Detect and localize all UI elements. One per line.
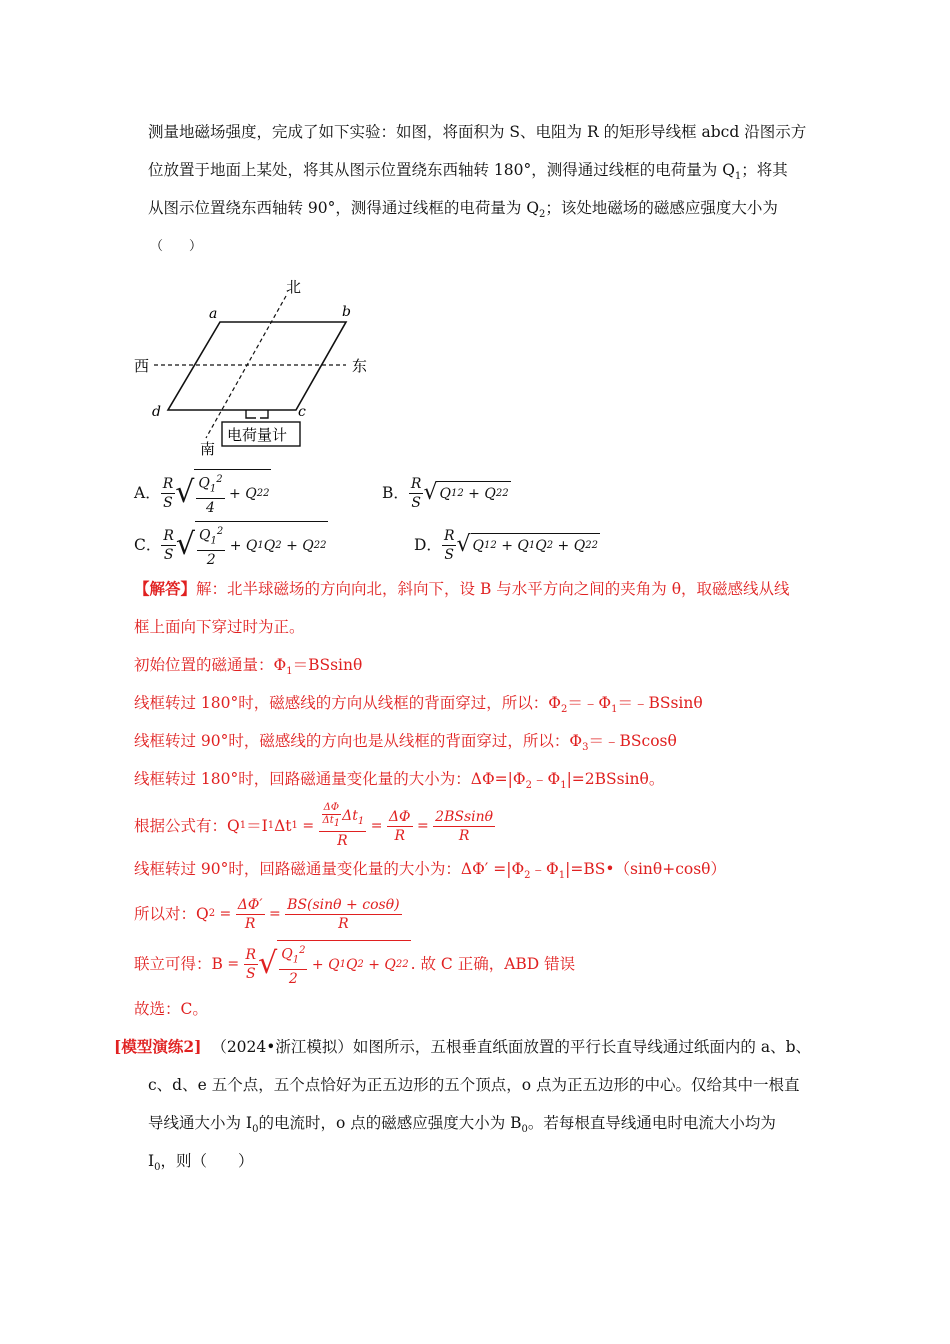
formula-q2-fraction-1: $\frac{\Delta\Phi'}{R}$ — [237, 896, 263, 932]
answer-text: 线框转过 180°时，磁感线的方向从线框的背面穿过，所以：Φ — [134, 694, 561, 712]
label-d: d — [152, 404, 161, 420]
answer-text: 所以对：Q — [134, 905, 209, 923]
answer-text: ＝﹣BScosθ — [588, 732, 677, 750]
wire-frame-figure — [128, 272, 388, 462]
formula-q1-fraction-2: $\frac{\Delta\Phi}{R}$ — [388, 808, 411, 844]
answer-text: ＝﹣BSsinθ — [617, 694, 703, 712]
answer-text: ﹣Φ — [531, 770, 561, 788]
answer-line-3 — [134, 654, 362, 683]
answer-line-4 — [134, 692, 703, 721]
q1-sub: 2 — [539, 209, 546, 221]
answer-sub: 3 — [582, 742, 589, 754]
answer-line-2: 框上面向下穿过时为正。 — [134, 618, 305, 636]
formula-q1-fraction-1: $\frac{\Delta\Phi}{\Delta t_1}$ $\Delta t_1$ R — [319, 802, 367, 850]
answer-sub: 1 — [558, 870, 566, 882]
answer-text: ＝BSsinθ — [292, 656, 363, 674]
formula-q1-fraction-3: $\frac{2BSsin\theta}{R}$ — [435, 808, 494, 844]
option-a[interactable] — [134, 470, 271, 516]
option-d[interactable] — [414, 522, 600, 568]
answer-text: 根据公式有：Q — [134, 817, 240, 835]
q2-sub: 0 — [521, 1124, 528, 1136]
answer-text: 初始位置的磁通量：Φ — [134, 656, 287, 674]
answer-sub: 1 — [611, 704, 618, 716]
answer-text: ＝﹣Φ — [567, 694, 612, 712]
option-b-sqrt: √ Q 1 2 + Q 2 2 — [423, 480, 509, 505]
q2-tag: [模型演练2] — [114, 1037, 202, 1056]
answer-tag: 【解答】 — [134, 579, 197, 598]
answer-line-7: 根据公式有：Q 1 ＝I 1 Δt 1 = $\frac{\Delta\Phi}{\Delta t_1}$ $\Delta t_1$ R = $\frac{\Delta\Phi}{R}$ = $\frac{2BSsin\theta}{R}$ — [134, 802, 494, 849]
formula-b-fraction: $\frac{R}{S}$ — [245, 946, 257, 982]
option-d-label: D． — [414, 536, 442, 554]
charge-meter-label: 电荷量计 — [227, 426, 288, 444]
answer-sub: 2 — [524, 870, 531, 882]
option-d-sqrt: √ Q 1 2 + Q 1 Q 2 + Q 2 2 — [456, 532, 598, 557]
answer-text: 联立可得：B — [134, 955, 223, 973]
answer-line-5 — [134, 730, 677, 759]
option-c[interactable] — [134, 522, 328, 568]
q2-text: 导线通大小为 I — [148, 1114, 253, 1132]
meter-lead-right — [260, 410, 268, 418]
q2-text: ，则（ ） — [160, 1152, 254, 1170]
q2-text: I — [148, 1152, 155, 1170]
frame-abcd — [168, 322, 346, 410]
answer-text: 解：北半球磁场的方向向北，斜向下，设 B 与水平方向之间的夹角为 θ，取磁感线从线 — [196, 580, 790, 598]
label-c: c — [298, 404, 306, 420]
label-west: 西 — [134, 357, 150, 375]
label-north: 北 — [286, 278, 302, 296]
answer-text: 线框转过 180°时，回路磁通量变化量的大小为：ΔΦ=|Φ — [134, 770, 526, 788]
answer-line-10: 联立可得：B = $\frac{R}{S}$ √ $\frac{Q_1^2}{2}$ + Q 1 Q 2 + Q 2 2 . 故 C 正确，ABD 错误 — [134, 940, 575, 988]
q2-line-3 — [148, 1112, 776, 1141]
answer-sub: 1 — [286, 666, 293, 678]
q2-line-2: c、d、e 五个点，五个点恰好为正五边形的五个顶点，o 点为正五边形的中心。仅给其中一根直 — [148, 1076, 800, 1094]
formula-q2-fraction-2: $\frac{BS(\sin\theta + \cos\theta)}{R}$ — [287, 896, 400, 932]
answer-sub: 1 — [291, 820, 298, 831]
formula-b-sqrt: √ $\frac{Q_1^2}{2}$ + Q 1 Q 2 + Q 2 2 — [258, 940, 411, 988]
label-a: a — [209, 306, 218, 322]
answer-line-9: 所以对：Q 2 = $\frac{\Delta\Phi'}{R}$ = $\frac{BS(\sin\theta + \cos\theta)}{R}$ — [134, 896, 400, 932]
answer-line-11: 故选：C。 — [134, 1000, 208, 1018]
q2-text: 。若每根直导线通电时电流大小均为 — [527, 1114, 776, 1132]
answer-sub: 1 — [560, 780, 567, 792]
q1-sub: 1 — [734, 171, 742, 183]
option-c-fraction: $\frac{R}{S}$ — [163, 527, 174, 563]
option-b-fraction: $\frac{R}{S}$ — [410, 475, 422, 511]
answer-sub: 2 — [208, 908, 216, 919]
option-c-label: C． — [134, 536, 162, 554]
label-east: 东 — [352, 357, 368, 375]
label-b: b — [342, 304, 351, 320]
q1-line-2-text: 位放置于地面上某处，将其从图示位置绕东西轴转 180°，测得通过线框的电荷量为 Q — [148, 161, 735, 179]
option-b[interactable] — [382, 470, 511, 516]
q1-line-3-tail: ；该处地磁场的磁感应强度大小为 — [545, 199, 778, 217]
q2-line-1 — [114, 1036, 811, 1058]
option-c-sqrt: √ $\frac{Q_1^2}{2}$ + Q 1 Q 2 + Q 2 2 — [176, 521, 329, 569]
q2-text: （2024•浙江模拟）如图所示，五根垂直纸面放置的平行长直导线通过纸面内的 a、b、 — [211, 1038, 811, 1056]
answer-line-1 — [134, 578, 790, 600]
q1-line-2-tail: ；将其 — [741, 161, 788, 179]
answer-sub: 2 — [525, 780, 532, 792]
option-a-fraction: $\frac{R}{S}$ — [162, 475, 174, 511]
answer-text: |=2BSsinθ。 — [566, 770, 665, 788]
q1-line-2 — [148, 159, 788, 188]
q1-line-3-text: 从图示位置绕东西轴转 90°，测得通过线框的电荷量为 Q — [148, 199, 540, 217]
answer-line-6 — [134, 768, 664, 797]
answer-text: 线框转过 90°时，回路磁通量变化量的大小为：ΔΦ′ =|Φ — [134, 860, 525, 878]
q2-text: 的电流时，o 点的磁感应强度大小为 B — [258, 1114, 522, 1132]
q2-sub: 0 — [252, 1124, 259, 1136]
answer-text: 线框转过 90°时，磁感线的方向也是从线框的背面穿过，所以：Φ — [134, 732, 583, 750]
q1-line-3 — [148, 197, 778, 226]
option-b-label: B． — [382, 484, 409, 502]
answer-text: . 故 C 正确，ABD 错误 — [410, 955, 576, 973]
option-a-label: A． — [134, 484, 161, 502]
q2-line-4 — [148, 1150, 254, 1179]
answer-line-8 — [134, 858, 726, 887]
answer-text: |=BS•（sinθ+cosθ） — [565, 860, 727, 878]
q1-paren: （ ） — [150, 239, 203, 254]
option-d-fraction: $\frac{R}{S}$ — [443, 527, 455, 563]
answer-text: Δt — [274, 817, 292, 835]
q2-sub: 0 — [154, 1162, 161, 1174]
q1-line-1: 测量地磁场强度，完成了如下实验：如图，将面积为 S、电阻为 R 的矩形导线框 abcd 沿图示方 — [148, 123, 807, 141]
answer-text: ﹣Φ — [530, 860, 559, 878]
answer-text: ＝I — [246, 817, 268, 835]
label-south: 南 — [200, 440, 216, 458]
answer-sub: 2 — [560, 704, 568, 716]
meter-lead-left — [246, 410, 256, 418]
option-a-sqrt: √ $\frac{Q_1^2}{4}$ + Q 2 2 — [175, 469, 271, 517]
